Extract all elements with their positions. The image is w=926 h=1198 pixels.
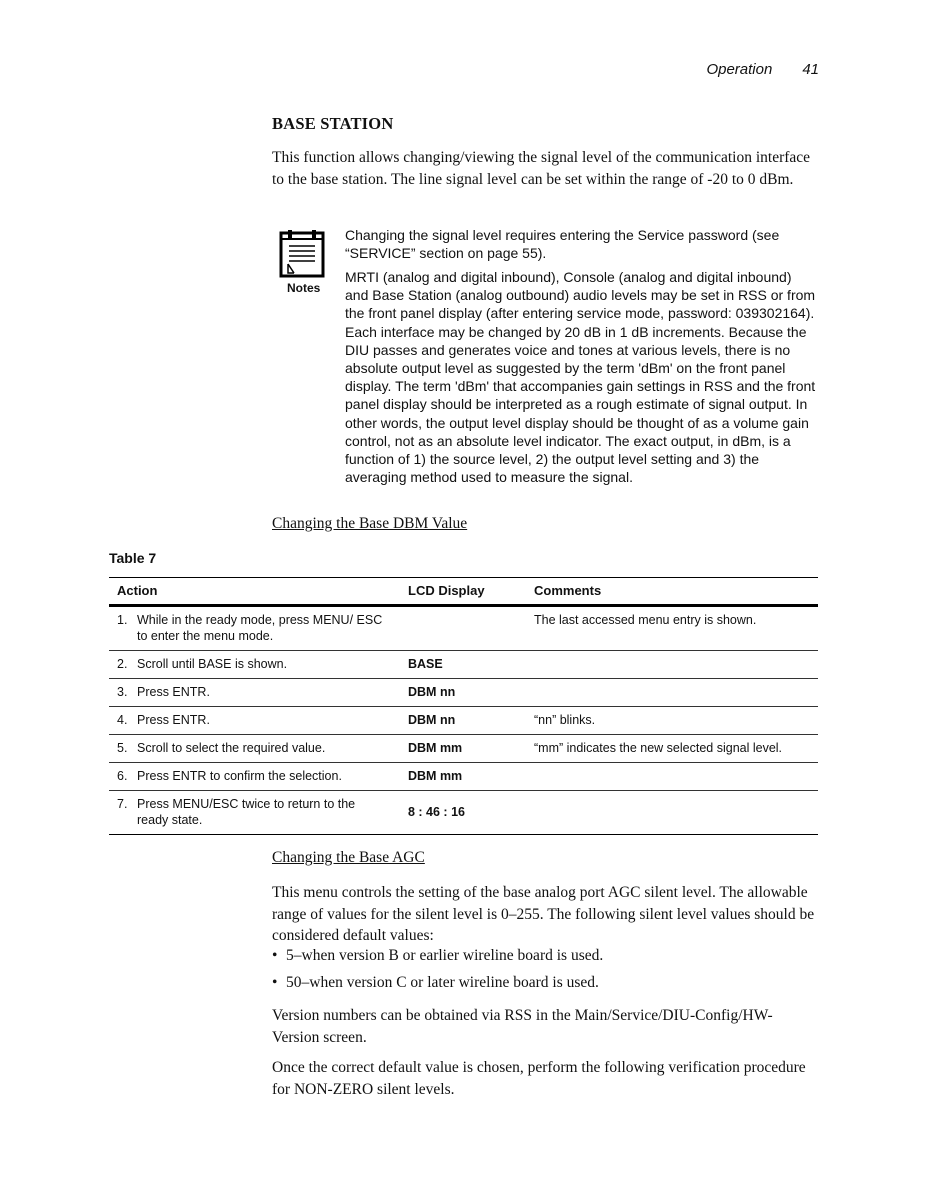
page-number: 41 xyxy=(802,61,819,78)
action-cell xyxy=(109,679,400,707)
table-row xyxy=(109,763,818,791)
notes-label: Notes xyxy=(287,281,321,295)
lcd-cell: DBM mm xyxy=(400,735,526,763)
step-action: Scroll to select the required value. xyxy=(137,741,326,755)
notes-icon xyxy=(278,229,326,279)
table-row xyxy=(109,679,818,707)
step-number: 7. xyxy=(117,797,128,811)
table-row xyxy=(109,707,818,735)
table-row xyxy=(109,735,818,763)
action-cell xyxy=(109,707,400,735)
header-action: Action xyxy=(109,578,400,606)
agc-intro-paragraph: This menu controls the setting of the base analog port AGC silent level. The allowable range of values for the silent level is 0–255. The following silent level values should be considered default values: xyxy=(272,884,815,944)
comment-cell xyxy=(526,791,818,835)
step-number: 5. xyxy=(117,741,128,755)
comment-cell xyxy=(526,651,818,679)
step-number: 2. xyxy=(117,657,128,671)
action-cell xyxy=(109,651,400,679)
step-number: 4. xyxy=(117,713,128,727)
lcd-cell: DBM nn xyxy=(400,679,526,707)
table-row xyxy=(109,791,818,835)
lcd-cell: DBM mm xyxy=(400,763,526,791)
lcd-cell: 8 : 46 : 16 xyxy=(400,791,526,835)
header-section: Operation xyxy=(706,61,773,78)
comment-cell: “mm” indicates the new selected signal level. xyxy=(526,735,818,763)
step-action: Press ENTR to confirm the selection. xyxy=(137,769,342,783)
header-comments: Comments xyxy=(526,578,818,606)
step-action: Scroll until BASE is shown. xyxy=(137,657,288,671)
bullet-list-2 xyxy=(272,972,817,994)
step-number: 1. xyxy=(117,613,128,627)
step-number: 3. xyxy=(117,685,128,699)
table-row xyxy=(109,606,818,651)
table-row xyxy=(109,651,818,679)
list-item: • 50–when version C or later wireline board is used. xyxy=(272,972,817,994)
comment-cell xyxy=(526,763,818,791)
step-action: While in the ready mode, press MENU/ ESC to enter the menu mode. xyxy=(137,613,383,643)
lcd-cell xyxy=(400,606,526,651)
version-paragraph: Version numbers can be obtained via RSS in the Main/Service/DIU-Config/HW-Version screen. xyxy=(272,1007,773,1046)
step-action: Press MENU/ESC twice to return to the ready state. xyxy=(137,797,356,827)
comment-cell xyxy=(526,679,818,707)
action-cell xyxy=(109,763,400,791)
subsection-title-dbm: Changing the Base DBM Value xyxy=(272,515,468,532)
list-item: • 5–when version B or earlier wireline board is used. xyxy=(272,945,817,967)
step-number: 6. xyxy=(117,769,128,783)
verification-paragraph: Once the correct default value is chosen, perform the following verification procedure for NON-ZERO silent levels. xyxy=(272,1059,806,1098)
step-action: Press ENTR. xyxy=(137,685,210,699)
lcd-cell: BASE xyxy=(400,651,526,679)
action-cell xyxy=(109,791,400,835)
subsection-title-agc: Changing the Base AGC xyxy=(272,849,425,866)
table-caption: Table 7 xyxy=(109,550,157,566)
note-audio-levels: MRTI (analog and digital inbound), Console (analog and digital inbound) and Base Station (analog outbound) audio levels may be set in RSS or from the front panel display (after entering service mode, password: 039302164). Each interface may be changed by 20 dB in 1 dB increments. Because the DIU passes and generates voice and tones at various levels, there is no absolute output level as suggested by the term 'dBm' on the front panel display. The term 'dBm' that accompanies gain settings in RSS and the front panel display should be interpreted as a rough estimate of signal output. In other words, the output level display should be thought of as a volume gain control, not as an absolute level indicator. The exact output, in dBm, is a function of 1) the source level, 2) the output level setting and 3) the averaging method used to measure the signal. xyxy=(345,269,816,486)
intro-paragraph: This function allows changing/viewing the signal level of the communication interface to the base station. The line signal level can be set within the range of -20 to 0 dBm. xyxy=(272,149,811,188)
note-password: Changing the signal level requires entering the Service password (see “SERVICE” section on page 55). xyxy=(345,227,780,262)
action-cell xyxy=(109,606,400,651)
comment-cell: “nn” blinks. xyxy=(526,707,818,735)
step-action: Press ENTR. xyxy=(137,713,210,727)
table-header-row xyxy=(109,578,818,606)
procedure-table xyxy=(109,577,818,835)
page-header xyxy=(706,61,819,78)
header-lcd-display: LCD Display xyxy=(400,578,526,606)
action-cell xyxy=(109,735,400,763)
lcd-cell: DBM nn xyxy=(400,707,526,735)
bullet-list-1 xyxy=(272,945,817,967)
comment-cell: The last accessed menu entry is shown. xyxy=(526,606,818,651)
section-title: BASE STATION xyxy=(272,114,394,133)
